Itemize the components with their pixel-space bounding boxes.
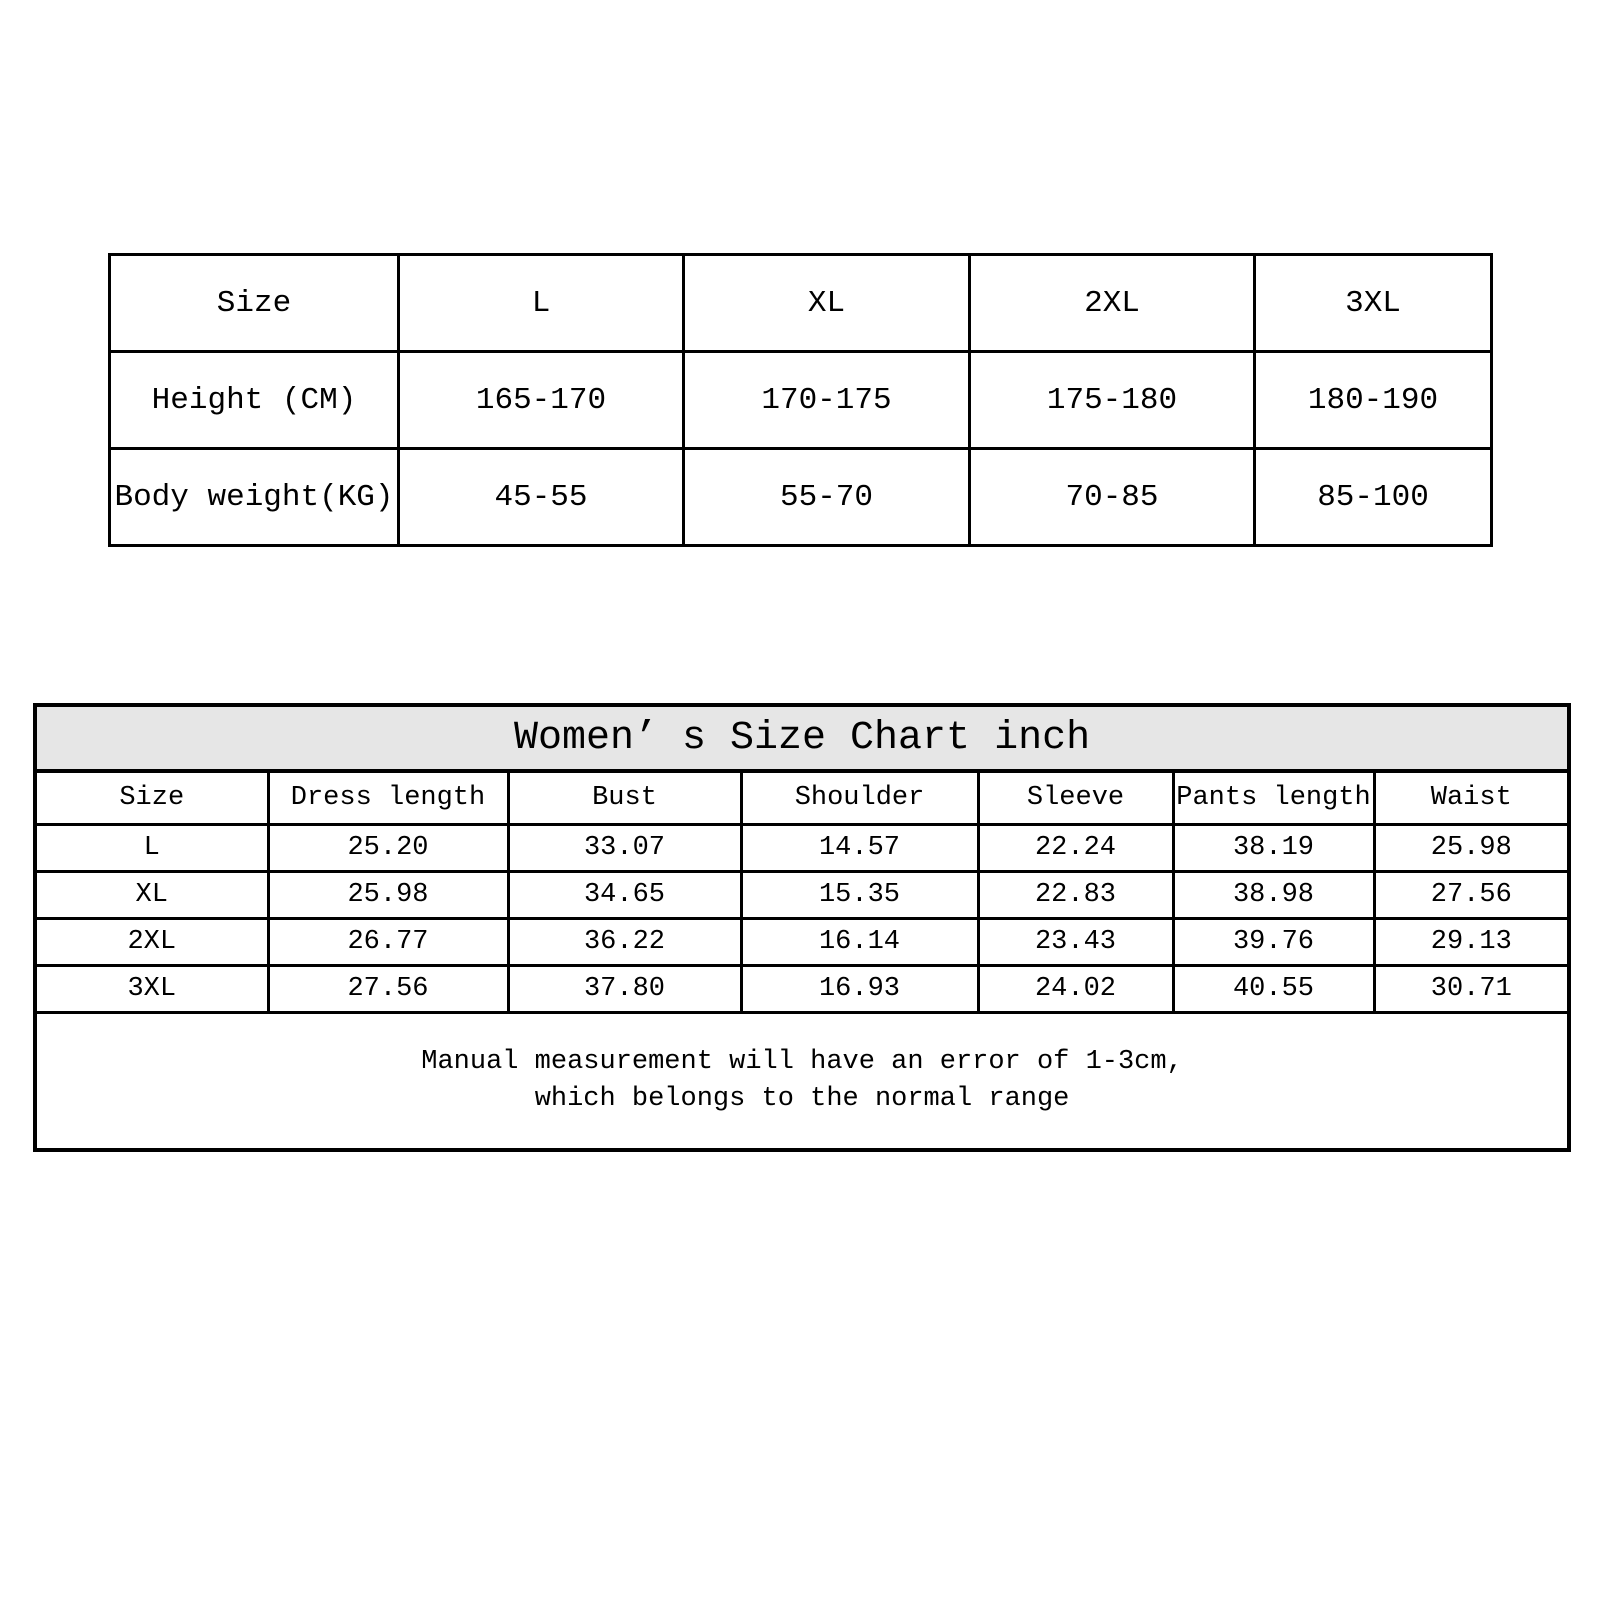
table-cell: 170-175: [684, 352, 970, 449]
table-cell: 55-70: [684, 449, 970, 546]
womens-size-chart-table: [33, 703, 1571, 1152]
size-label: L: [35, 825, 268, 872]
table-title: Women’ s Size Chart inch: [35, 705, 1569, 771]
table-cell: 25.98: [1374, 825, 1569, 872]
table-cell: 70-85: [970, 449, 1255, 546]
table-header-row: [35, 771, 1569, 825]
table-row-2xl: [35, 919, 1569, 966]
t1-header-size: Size: [110, 255, 399, 352]
t1-header-l: L: [399, 255, 684, 352]
table-note-row: [35, 1013, 1569, 1151]
table-cell: 85-100: [1255, 449, 1492, 546]
t1-header-2xl: 2XL: [970, 255, 1255, 352]
table-row-3xl: [35, 966, 1569, 1013]
height-weight-table: [108, 253, 1493, 547]
table-row: [110, 449, 1492, 546]
header-dress-length: Dress length: [268, 771, 508, 825]
table-cell: 25.20: [268, 825, 508, 872]
row-label-body-weight: Body weight(KG): [110, 449, 399, 546]
table-cell: 38.19: [1173, 825, 1374, 872]
table-cell: 30.71: [1374, 966, 1569, 1013]
size-label: 3XL: [35, 966, 268, 1013]
table-cell: 15.35: [741, 872, 978, 919]
table-cell: 24.02: [978, 966, 1173, 1013]
table-cell: 14.57: [741, 825, 978, 872]
table-cell: 34.65: [508, 872, 741, 919]
header-waist: Waist: [1374, 771, 1569, 825]
table-row: [110, 352, 1492, 449]
table-cell: 16.14: [741, 919, 978, 966]
table-cell: 180-190: [1255, 352, 1492, 449]
table-cell: 26.77: [268, 919, 508, 966]
measurement-note: [35, 1013, 1569, 1151]
table-cell: 40.55: [1173, 966, 1374, 1013]
table-cell: 23.43: [978, 919, 1173, 966]
table-cell: 27.56: [1374, 872, 1569, 919]
row-label-height: Height (CM): [110, 352, 399, 449]
table-cell: 45-55: [399, 449, 684, 546]
header-size: Size: [35, 771, 268, 825]
table-cell: 16.93: [741, 966, 978, 1013]
table-cell: 27.56: [268, 966, 508, 1013]
table-cell: 33.07: [508, 825, 741, 872]
table-row-xl: [35, 872, 1569, 919]
table-cell: 22.24: [978, 825, 1173, 872]
note-line-2: which belongs to the normal range: [534, 1084, 1070, 1114]
table-cell: 37.80: [508, 966, 741, 1013]
table-row: [110, 255, 1492, 352]
header-sleeve: Sleeve: [978, 771, 1173, 825]
size-label: XL: [35, 872, 268, 919]
header-bust: Bust: [508, 771, 741, 825]
header-pants-length: Pants length: [1173, 771, 1374, 825]
t1-header-3xl: 3XL: [1255, 255, 1492, 352]
table-cell: 36.22: [508, 919, 741, 966]
table-cell: 25.98: [268, 872, 508, 919]
table-cell: 175-180: [970, 352, 1255, 449]
table-cell: 38.98: [1173, 872, 1374, 919]
table-title-row: [35, 705, 1569, 771]
table-cell: 29.13: [1374, 919, 1569, 966]
table-cell: 165-170: [399, 352, 684, 449]
header-shoulder: Shoulder: [741, 771, 978, 825]
table-row-l: [35, 825, 1569, 872]
table-cell: 39.76: [1173, 919, 1374, 966]
note-line-1: Manual measurement will have an error of 1-3cm,: [421, 1047, 1183, 1077]
table-cell: 22.83: [978, 872, 1173, 919]
size-label: 2XL: [35, 919, 268, 966]
t1-header-xl: XL: [684, 255, 970, 352]
